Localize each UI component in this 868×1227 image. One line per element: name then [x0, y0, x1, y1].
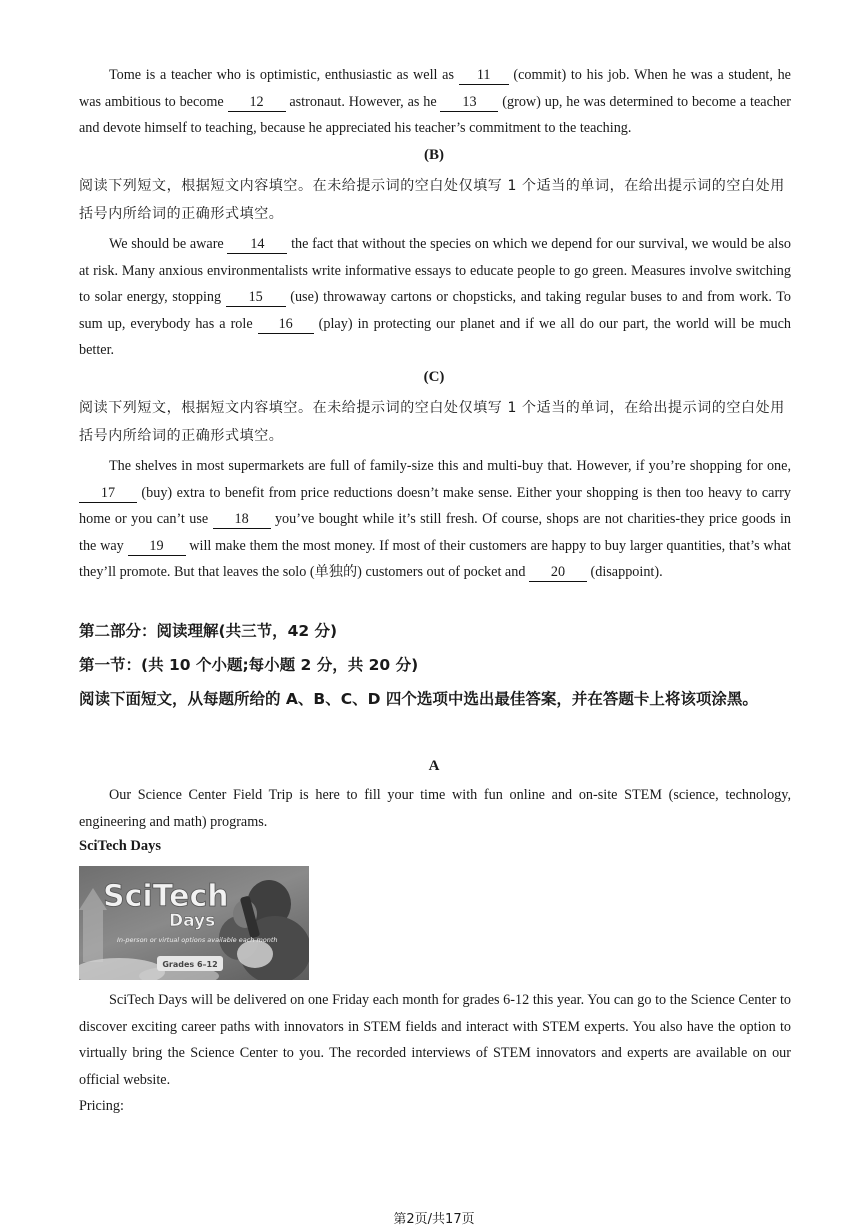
blank-18: 18 — [213, 511, 271, 529]
banner-logo-line2: Days — [169, 911, 216, 931]
section-b-title: (B) — [424, 147, 444, 163]
reading-a-title: A — [428, 758, 440, 774]
passage-a-text: Tome is a teacher who is optimistic, enthusiastic as well as 11 (commit) to his job. When he was a student, he was ambitious to become 12 astronaut. However, as he 13 (grow) up, he was determined to become a teacher and devote himself to teaching, because he appreciated his teacher’s commitment to the teaching. — [79, 67, 791, 137]
reading-instruction: 阅读下面短文，从每题所给的 A、B、C、D 四个选项中选出最佳答案，并在答题卡上将该项涂黑。 — [79, 690, 758, 708]
blank-15: 15 — [226, 289, 286, 307]
banner-tagline: In-person or virtual options available each month — [117, 936, 278, 944]
section-c-title: (C) — [423, 369, 445, 385]
pricing-label: Pricing: — [79, 1098, 124, 1114]
blank-11: 11 — [459, 67, 509, 85]
banner-logo-line1: SciTech — [103, 879, 229, 914]
section-one-heading: 第一节：(共 10 个小题;每小题 2 分，共 20 分) — [79, 656, 419, 674]
blank-17: 17 — [79, 485, 137, 503]
scitech-body: SciTech Days will be delivered on one Friday each month for grades 6-12 this year. You can go to the Science Center to discover exciting career paths with innovators in STEM fields and interact with STEM experts. You also have the option to virtually bring the Science Center to you. The recorded interviews of STEM innovators and experts are available on our official website. — [79, 992, 791, 1088]
section-c-instruction: 阅读下列短文，根据短文内容填空。在未给提示词的空白处仅填写 1 个适当的单词，在给出提示词的空白处用括号内所给词的正确形式填空。 — [79, 400, 785, 444]
blank-13: 13 — [440, 94, 498, 112]
section-c-text: The shelves in most supermarkets are full of family-size this and multi-buy that. However, if you’re shopping for one, 17 (buy) extra to benefit from price reductions doesn’t make sense. Either your shopping is then too heavy to carry home or you can’t use 18 you’ve bought while it’s still fresh. Of course, shops are not charities-they price goods in the way 19 will make them the most money. If most of their customers are happy to buy larger quantities, that’s what they’ll promote. But that leaves the solo (单独的) customers out of pocket and 20 (disappoint). — [79, 458, 791, 581]
scitech-banner-art — [79, 866, 309, 980]
section-b-text: We should be aware 14 the fact that without the species on which we depend for our survival, we would be also at risk. Many anxious environmentalists write informative essays to educate people to go green. Measures involve switching to solar energy, stopping 15 (use) throwaway cartons or chopsticks, and taking regular buses to and from work. To sum up, everybody has a role 16 (play) in protecting our planet and if we all do our part, the world will be much better. — [79, 236, 791, 359]
reading-a-intro: Our Science Center Field Trip is here to fill your time with fun online and on-site STEM (science, technology, engineering and math) programs. — [79, 787, 791, 830]
blank-12: 12 — [228, 94, 286, 112]
blank-19: 19 — [128, 538, 186, 556]
blank-16: 16 — [258, 316, 314, 334]
scitech-banner-image — [79, 866, 309, 980]
page-number: 第2页/共17页 — [393, 1212, 475, 1227]
blank-20: 20 — [529, 564, 587, 582]
blank-14: 14 — [227, 236, 287, 254]
section-b-instruction: 阅读下列短文，根据短文内容填空。在未给提示词的空白处仅填写 1 个适当的单词，在给出提示词的空白处用括号内所给词的正确形式填空。 — [79, 178, 785, 222]
scitech-subheading: SciTech Days — [79, 838, 162, 854]
part-two-heading: 第二部分：阅读理解(共三节，42 分) — [79, 622, 338, 640]
banner-grades: Grades 6–12 — [162, 960, 218, 969]
